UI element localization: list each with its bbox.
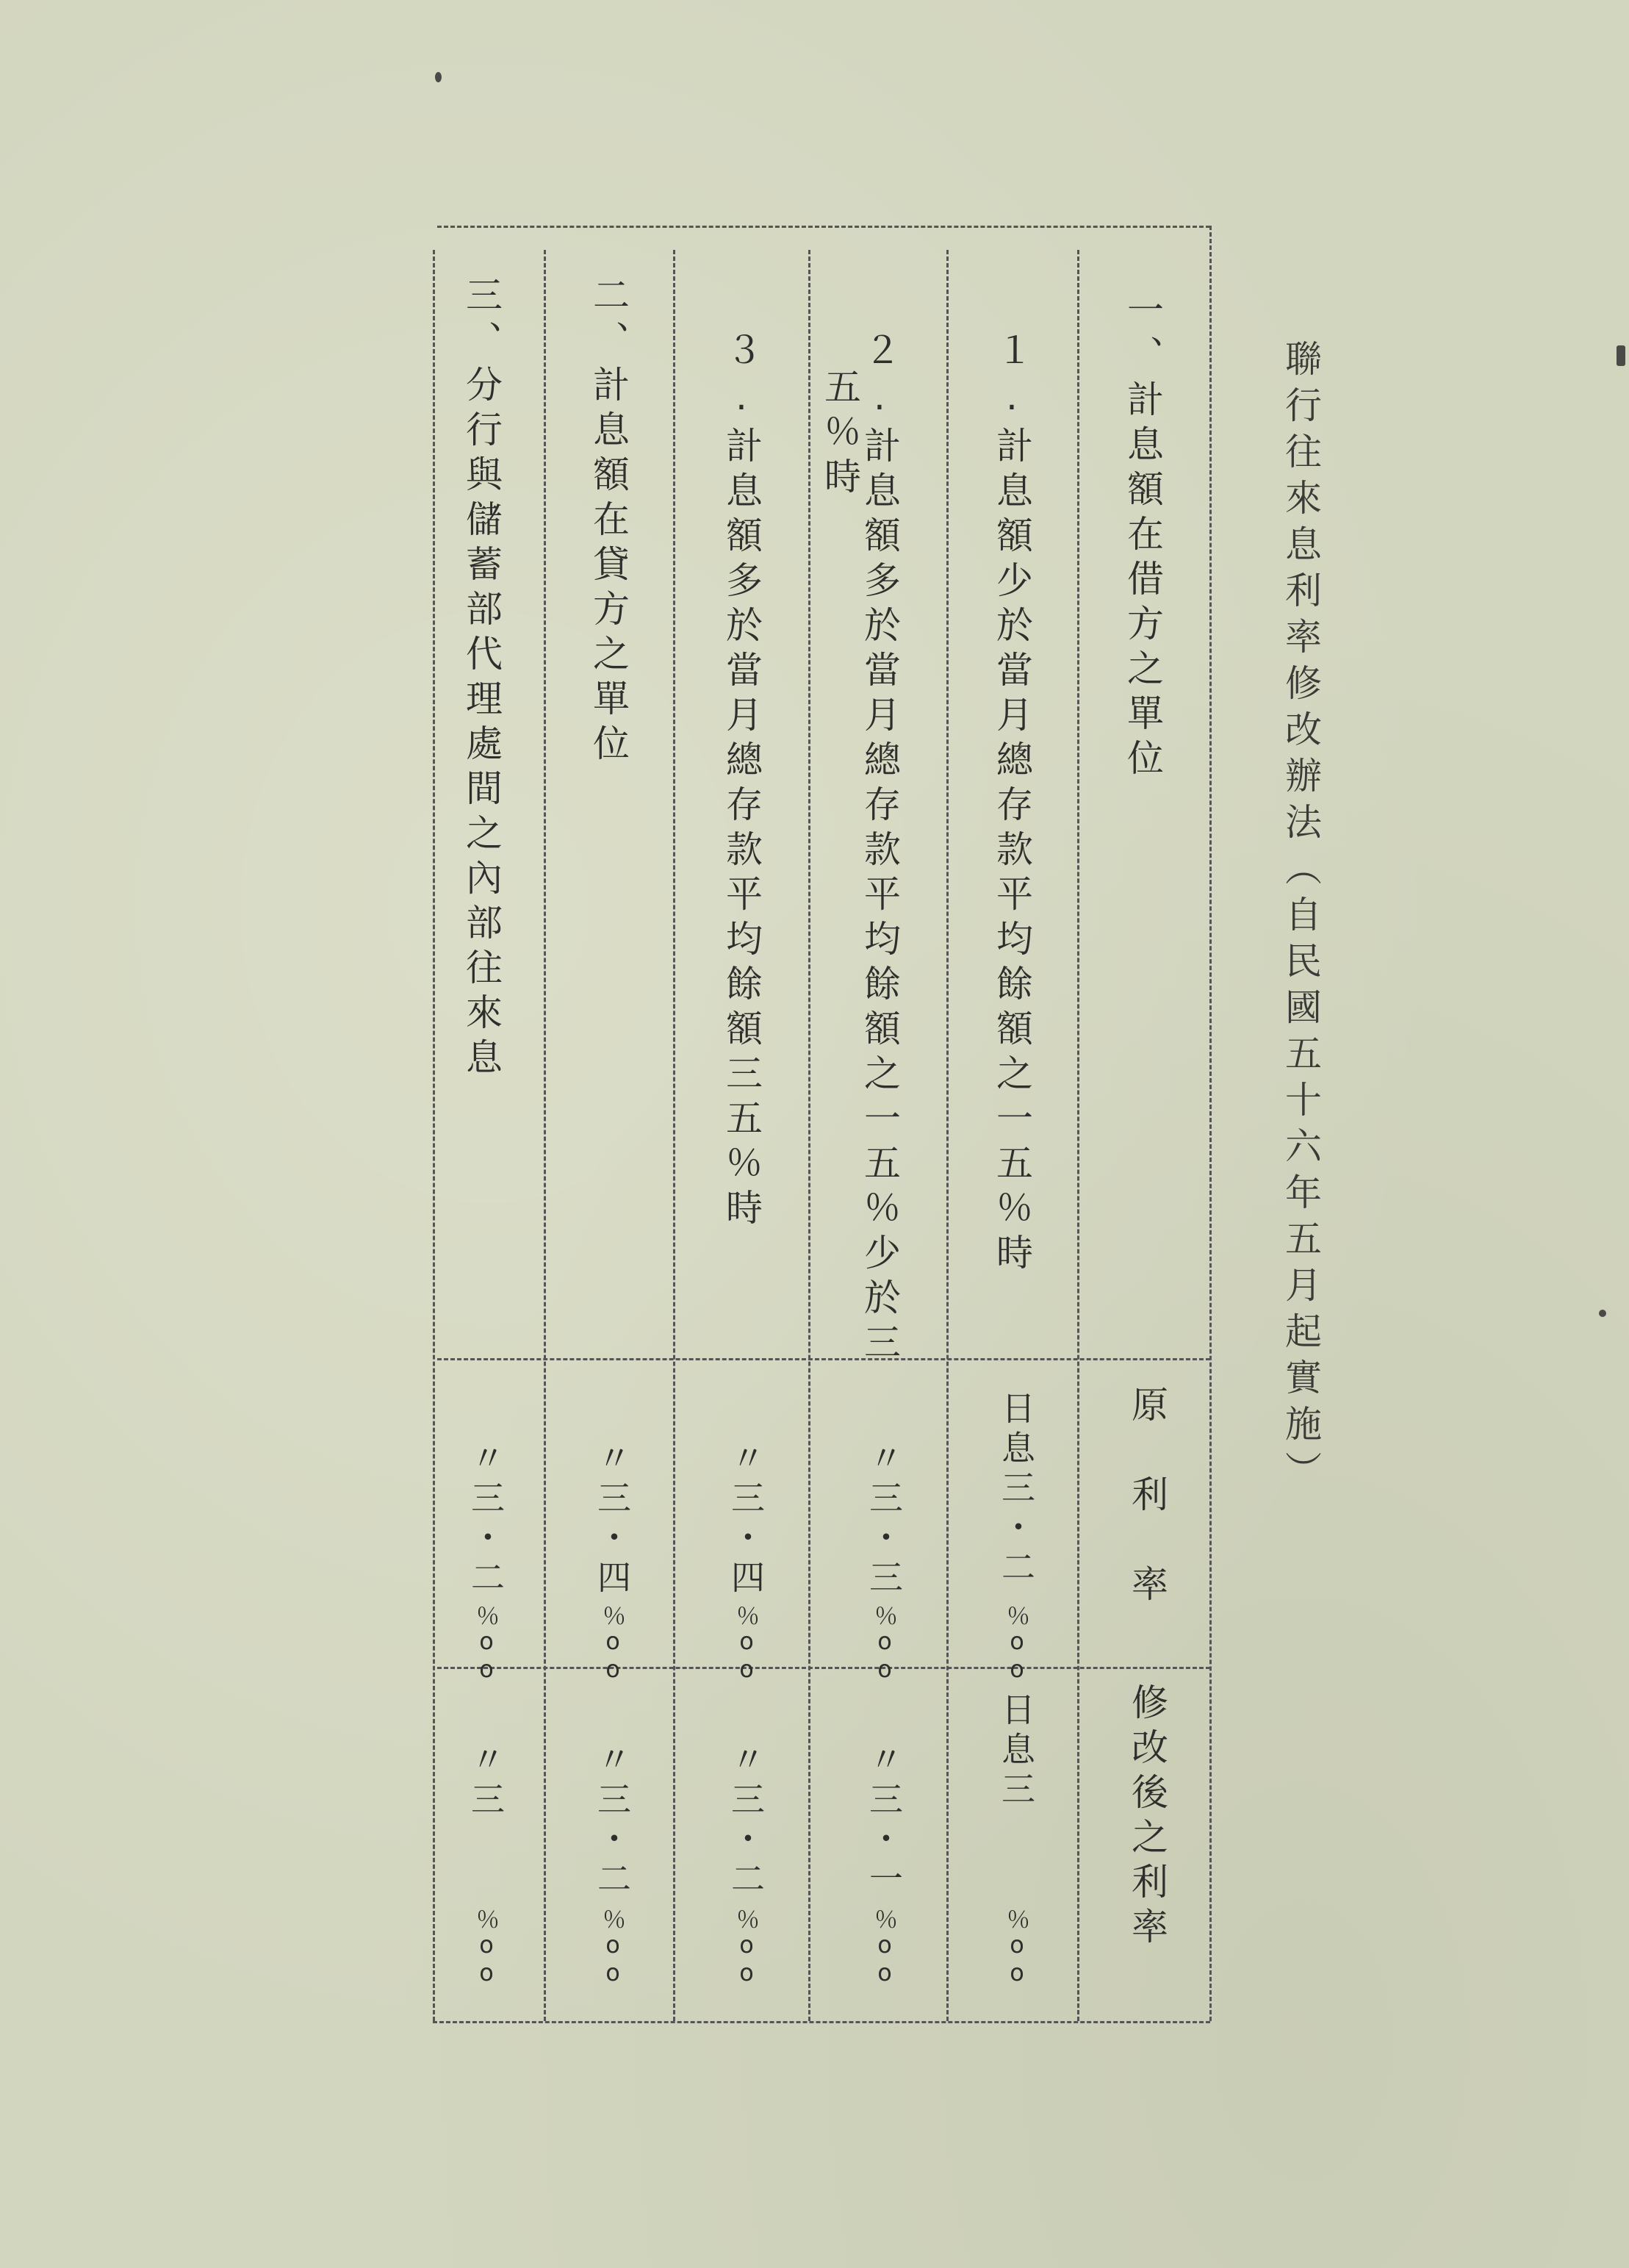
row-original-unit-3: ％oo (733, 1604, 760, 1683)
header-original-rate: 原 利 率 (1126, 1385, 1168, 1610)
row-original-rate-2: 〃三・三 (864, 1440, 904, 1599)
ink-speck (435, 72, 442, 82)
row-original-unit-4: ％oo (599, 1604, 627, 1683)
column-divider-3 (808, 250, 810, 2021)
document-title: 聯行往來息利率修改辦法（自民國五十六年五月起實施） (1279, 340, 1322, 1497)
row-original-unit-2: ％oo (871, 1604, 899, 1683)
row-revised-rate-1: 日息三 (996, 1692, 1036, 1811)
row-item-2-line-2: 五％時 (819, 367, 861, 502)
row-item-5: 三、分行與儲蓄部代理處間之內部往來息 (460, 276, 503, 1083)
row-revised-rate-3: 〃三・二 (726, 1742, 766, 1901)
row-revised-unit-3: ％oo (733, 1907, 760, 1987)
ink-speck (1617, 345, 1625, 366)
row-original-rate-5: 〃三・二 (466, 1440, 506, 1599)
row-original-unit-1: ％oo (1003, 1604, 1031, 1683)
row-original-rate-3: 〃三・四 (726, 1440, 766, 1599)
row-item-4: 二、計息額在貸方之單位 (587, 276, 630, 769)
row-revised-unit-4: ％oo (599, 1907, 627, 1987)
row-original-rate-4: 〃三・四 (592, 1440, 632, 1599)
row-revised-rate-2: 〃三・一 (864, 1742, 904, 1901)
column-divider-2 (946, 250, 949, 2021)
row-item-2-line-1: ２.計息額多於當月總存款平均餘額之一五％少於三 (858, 331, 901, 1368)
table-bottom-border (433, 2021, 1210, 2023)
table-right-border (1209, 226, 1212, 2021)
header-revised-rate: 修改後之利率 (1126, 1683, 1168, 1952)
ink-speck (1599, 1310, 1606, 1317)
row-revised-unit-5: ％oo (472, 1907, 500, 1987)
column-divider-1 (1077, 250, 1079, 2021)
row-revised-rate-5: 〃三 (466, 1742, 506, 1821)
row-original-unit-5: ％oo (472, 1604, 500, 1683)
table-rate-divider (437, 1667, 1210, 1669)
row-item-3: ３.計息額多於當月總存款平均餘額三五％時 (720, 331, 763, 1233)
row-revised-unit-1: ％oo (1003, 1907, 1031, 1987)
column-divider-4 (673, 250, 675, 2021)
table-top-border (437, 226, 1210, 228)
row-revised-unit-2: ％oo (871, 1907, 899, 1987)
table-item-divider (437, 1358, 1210, 1360)
row-item-1: １.計息額少於當月總存款平均餘額之一五％時 (990, 331, 1033, 1278)
row-revised-rate-4: 〃三・二 (592, 1742, 632, 1901)
table-left-border (433, 250, 435, 2021)
row-item-0: 一、計息額在借方之單位 (1121, 290, 1164, 783)
row-original-rate-1: 日息三・二 (996, 1390, 1036, 1589)
column-divider-5 (544, 250, 546, 2021)
